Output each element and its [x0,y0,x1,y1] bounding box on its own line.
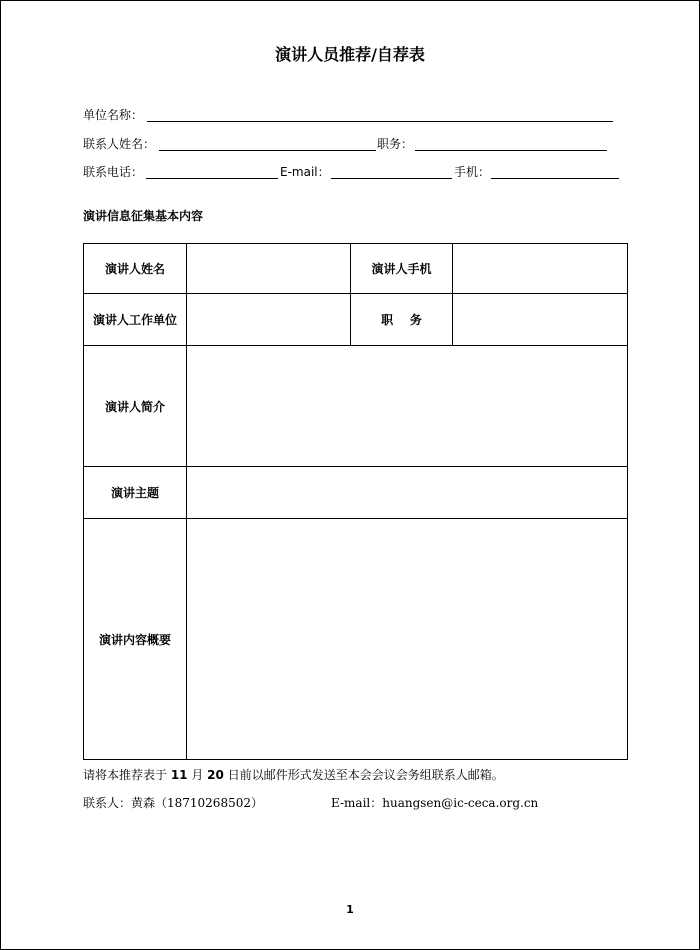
speaker-work-unit-label: 演讲人工作单位 [84,294,187,346]
speaker-mobile-label: 演讲人手机 [351,244,453,294]
page-number: 1 [346,903,354,916]
unit-name-label: 单位名称： [83,108,144,122]
speaker-work-unit-cell[interactable] [187,294,351,346]
position-field[interactable] [415,150,607,151]
speech-summary-cell[interactable] [187,519,628,760]
speaker-mobile-cell[interactable] [453,244,628,294]
contact-name-field[interactable] [159,150,376,151]
note-suffix: 日前以邮件形式发送至本会会议会务组联系人邮箱。 [223,768,504,782]
note-prefix: 请将本推荐表于 [83,768,171,782]
section-title: 演讲信息征集基本内容 [83,209,204,223]
contact-email[interactable]: E-mail：huangsen@ic-ceca.org.cn [331,796,539,810]
mobile-field[interactable] [491,178,619,179]
phone-label: 联系电话： [83,165,144,179]
email-field[interactable] [331,178,452,179]
speaker-bio-label: 演讲人简介 [84,346,187,467]
position-label: 职务： [377,137,414,151]
note-month: 11 [170,768,188,782]
position-table-label: 职 务 [351,294,453,346]
phone-field[interactable] [146,178,278,179]
contact-name-label: 联系人姓名： [83,137,156,151]
speech-topic-label: 演讲主题 [84,467,187,519]
document-title: 演讲人员推荐/自荐表 [275,45,425,64]
speaker-name-cell[interactable] [187,244,351,294]
mobile-label: 手机： [454,165,491,179]
unit-name-field[interactable] [147,121,613,122]
speaker-info-table [83,243,628,760]
email-label: E-mail： [280,165,330,179]
speech-summary-label: 演讲内容概要 [84,519,187,760]
submission-note [83,765,504,785]
speech-topic-cell[interactable] [187,467,628,519]
speaker-bio-cell[interactable] [187,346,628,467]
note-mid: 月 [187,768,208,782]
contact-person: 联系人：黄森（18710268502） [83,796,263,810]
position-table-cell[interactable] [453,294,628,346]
note-day: 20 [207,768,224,782]
speaker-name-label: 演讲人姓名 [84,244,187,294]
